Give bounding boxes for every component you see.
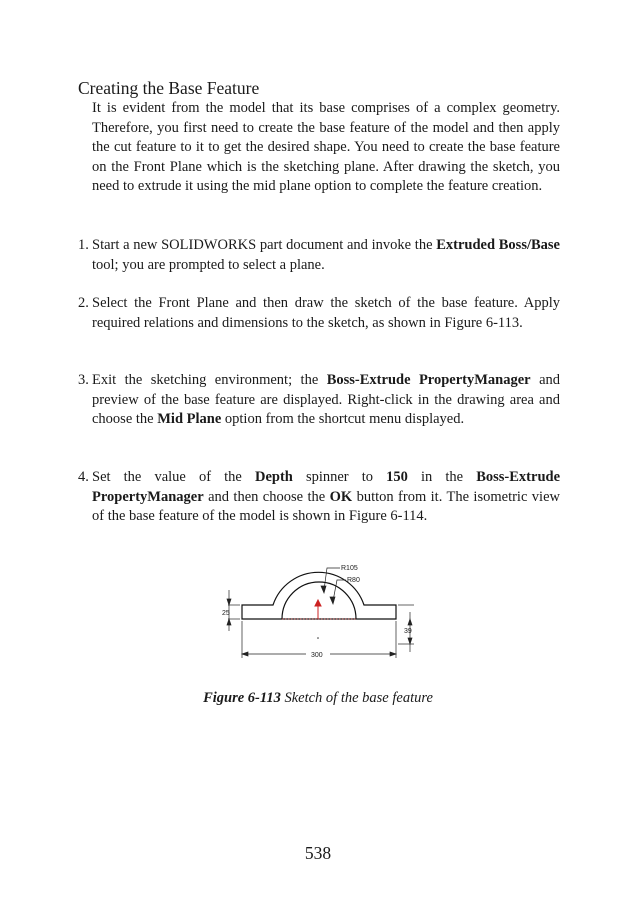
- bold-term: Depth: [254, 469, 293, 485]
- step-number: 1.: [78, 237, 89, 253]
- bold-term: 150: [386, 469, 408, 485]
- figure-caption-text: Sketch of the base feature: [280, 690, 433, 706]
- dim-39-label: 39: [404, 628, 412, 635]
- dim-25-label: 25: [222, 610, 230, 617]
- dim-r105-label: R105: [341, 565, 358, 572]
- page-number: 538: [304, 843, 332, 863]
- dim-r80-label: R80: [347, 577, 360, 584]
- step-text-run: Set the value of the: [92, 469, 255, 485]
- inner-arc: [282, 582, 356, 619]
- bold-term: Boss-Extrude PropertyManager: [92, 469, 561, 505]
- step-text-run: Start a new SOLIDWORKS part document and invoke the: [92, 237, 437, 253]
- step-number: 2.: [78, 295, 89, 311]
- step-text-run: in the: [407, 469, 477, 485]
- step-number: 4.: [78, 469, 89, 485]
- dim-300-label: 300: [311, 652, 323, 659]
- intro-paragraph: It is evident from the model that its base comprises of a complex geometry. Therefore, you first need to create the base feature of the model and then apply the cut feature to it to get the desired shape. You need to create the base feature on the Front Plane which is the sketching plane. After drawing the sketch, you need to extrude it using the mid plane option to complete the feature creation.: [92, 100, 560, 195]
- step-text-run: spinner to: [292, 469, 387, 485]
- section-heading: Creating the Base Feature: [78, 78, 260, 98]
- bold-term: Mid Plane: [157, 411, 222, 428]
- step-text-run: and preview of the base feature are displayed. Right-click in the drawing area and choose the: [92, 372, 561, 428]
- step-text-run: Select the Front Plane and then draw the sketch of the base feature. Apply required relations and dimensions to the sketch, as shown in Figure 6-113.: [92, 295, 560, 331]
- step-text-run: tool; you are prompted to select a plane.: [92, 256, 325, 273]
- bold-term: Boss-Extrude PropertyManager: [326, 372, 531, 388]
- step-text-run: Exit the sketching environment; the: [92, 372, 327, 388]
- step-text-run: option from the shortcut menu displayed.: [221, 411, 465, 428]
- bold-term: OK: [329, 488, 353, 505]
- radius-leaders: [321, 568, 346, 604]
- bold-term: Extruded Boss/Base: [436, 237, 560, 253]
- step-text-run: button from it. The isometric view of the base feature of the model is shown in Figure 6-114.: [92, 488, 560, 525]
- step-number: 3.: [78, 372, 89, 388]
- figure-caption-label: Figure 6-113: [203, 690, 281, 706]
- origin-marker: [315, 600, 321, 619]
- sketch-profile: [242, 572, 396, 619]
- figure-caption: [0, 690, 636, 707]
- step-text-run: and then choose the: [203, 488, 330, 505]
